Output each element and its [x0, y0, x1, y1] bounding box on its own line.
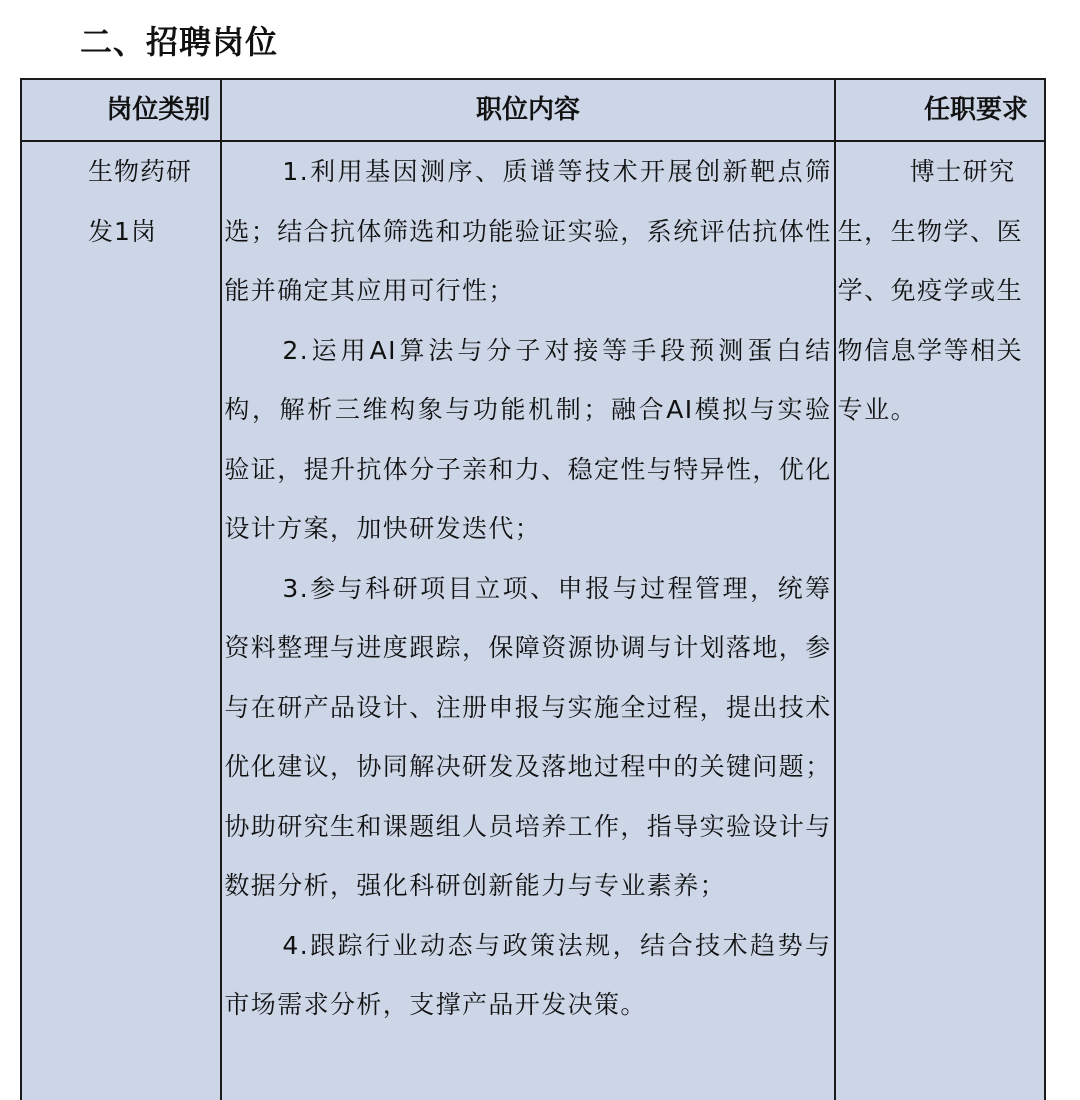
content-item-3: 3.参与科研项目立项、申报与过程管理，统筹资料整理与进度跟踪，保障资源协调与计划落地，参与在研产品设计、注册申报与实施全过程，提出技术优化建议，协同解决研发及落地过程中的关键问题；协助研究生和课题组人员培养工作，指导实验设计与数据分析，强化科研创新能力与专业素养；	[224, 573, 832, 900]
content-item-2: 2.运用AI算法与分子对接等手段预测蛋白结构，解析三维构象与功能机制；融合AI模拟与实验验证，提升抗体分子亲和力、稳定性与特异性，优化设计方案，加快研发迭代；	[224, 335, 832, 543]
section-title: 二、招聘岗位	[80, 23, 279, 61]
content-item-4: 4.跟踪行业动态与政策法规，结合技术趋势与市场需求分析，支撑产品开发决策。	[224, 930, 832, 1019]
category-line-1: 生物药研	[88, 157, 193, 186]
category-line-2: 发1岗	[88, 216, 157, 246]
cell-content	[221, 141, 834, 1100]
table-row	[21, 141, 1045, 1100]
requirements-text: 博士研究生，生物学、医学、免疫学或生物信息学等相关专业。	[837, 157, 1024, 424]
job-positions-table	[20, 78, 1046, 1100]
content-item-1: 1.利用基因测序、质谱等技术开展创新靶点筛选；结合抗体筛选和功能验证实验，系统评估抗体性能并确定其应用可行性；	[224, 157, 832, 305]
cell-requirements	[835, 141, 1045, 1100]
header-requirements: 任职要求	[835, 79, 1045, 141]
table-header-row	[21, 79, 1045, 141]
header-category: 岗位类别	[21, 79, 221, 141]
header-content: 职位内容	[221, 79, 834, 141]
cell-category	[21, 141, 221, 1100]
